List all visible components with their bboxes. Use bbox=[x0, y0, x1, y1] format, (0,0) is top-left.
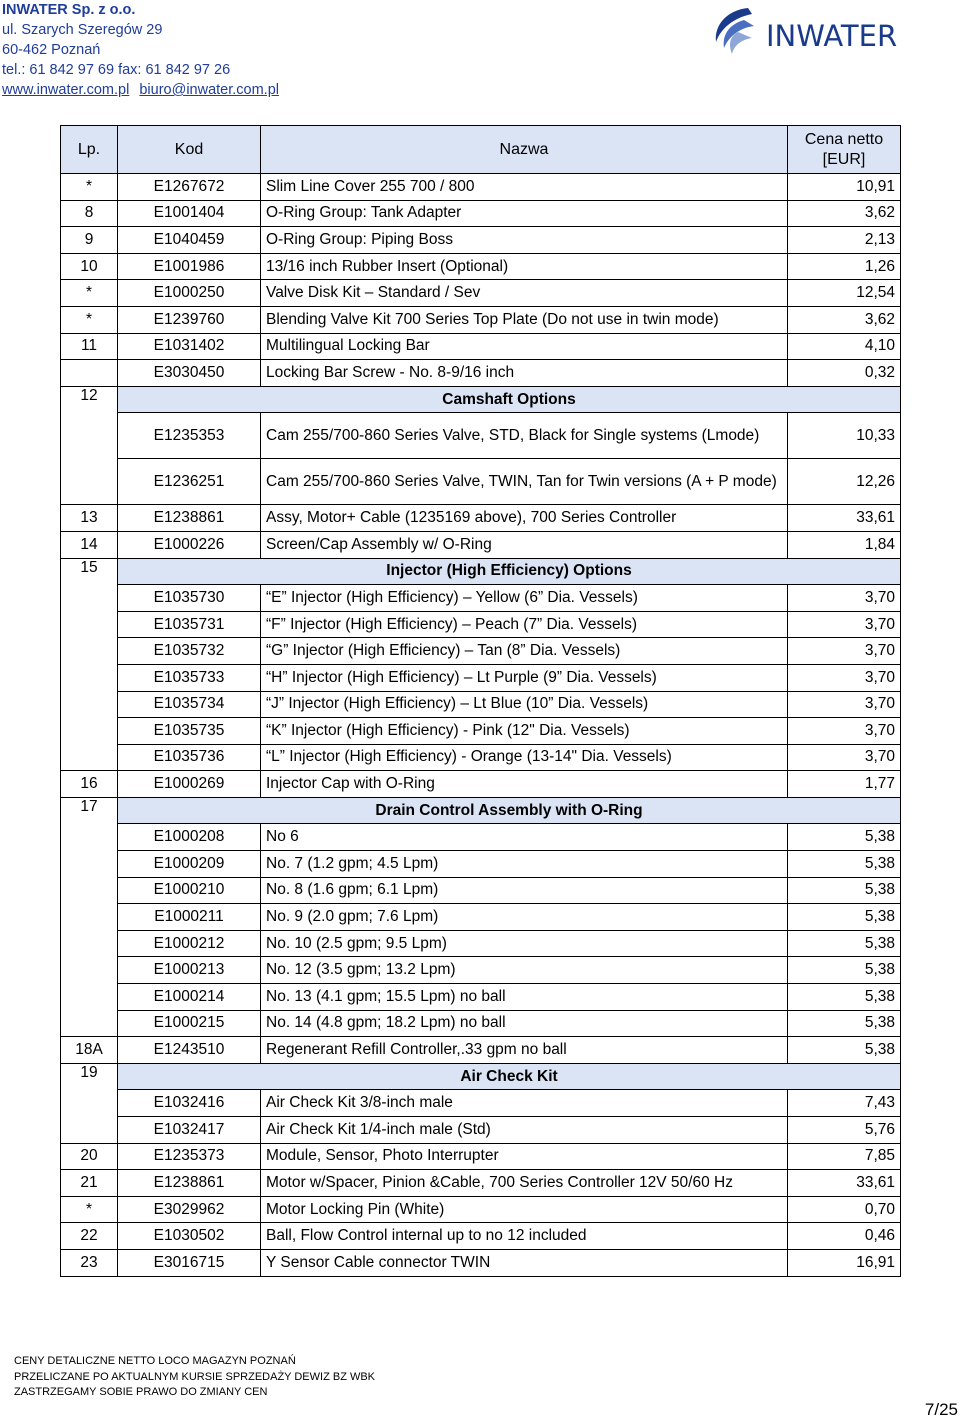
cell-price: 5,38 bbox=[788, 1010, 901, 1037]
cell-name: “K” Injector (High Efficiency) - Pink (12" Dia. Vessels) bbox=[261, 718, 788, 745]
cell-name: O-Ring Group: Piping Boss bbox=[261, 227, 788, 254]
footer-line-2: PRZELICZANE PO AKTUALNYM KURSIE SPRZEDAŻY DEWIZ BZ WBK bbox=[14, 1370, 376, 1383]
section-title: Camshaft Options bbox=[118, 386, 901, 413]
table-row bbox=[61, 1249, 901, 1276]
cell-price: 12,54 bbox=[788, 280, 901, 307]
cell-code: E1000210 bbox=[118, 877, 261, 904]
cell-lp: 15 bbox=[61, 558, 118, 771]
cell-lp: * bbox=[61, 174, 118, 201]
cell-name: Injector Cap with O-Ring bbox=[261, 771, 788, 798]
cell-code: E1035734 bbox=[118, 691, 261, 718]
cell-price: 10,91 bbox=[788, 174, 901, 201]
cell-code: E1236251 bbox=[118, 459, 261, 505]
cell-name: Module, Sensor, Photo Interrupter bbox=[261, 1143, 788, 1170]
cell-code: E1000250 bbox=[118, 280, 261, 307]
cell-price: 1,84 bbox=[788, 531, 901, 558]
cell-code: E1000209 bbox=[118, 851, 261, 878]
table-row bbox=[61, 1090, 901, 1117]
cell-lp: 10 bbox=[61, 253, 118, 280]
col-header-lp: Lp. bbox=[61, 126, 118, 174]
cell-name: No. 7 (1.2 gpm; 4.5 Lpm) bbox=[261, 851, 788, 878]
cell-price: 3,70 bbox=[788, 744, 901, 771]
table-row bbox=[61, 1196, 901, 1223]
cell-lp: 12 bbox=[61, 386, 118, 505]
table-row bbox=[61, 664, 901, 691]
section-row bbox=[61, 797, 901, 824]
cell-name: “H” Injector (High Efficiency) – Lt Purple (9” Dia. Vessels) bbox=[261, 664, 788, 691]
table-row bbox=[61, 531, 901, 558]
cell-name: Locking Bar Screw - No. 8-9/16 inch bbox=[261, 360, 788, 387]
cell-lp: 8 bbox=[61, 200, 118, 227]
cell-price: 33,61 bbox=[788, 1170, 901, 1197]
cell-code: E1000213 bbox=[118, 957, 261, 984]
cell-code: E1031402 bbox=[118, 333, 261, 360]
table-row bbox=[61, 505, 901, 532]
table-row bbox=[61, 638, 901, 665]
footer-line-1: CENY DETALICZNE NETTO LOCO MAGAZYN POZNAŃ bbox=[14, 1355, 296, 1367]
table-row bbox=[61, 459, 901, 505]
cell-lp: 11 bbox=[61, 333, 118, 360]
cell-price: 3,62 bbox=[788, 306, 901, 333]
cell-price: 7,43 bbox=[788, 1090, 901, 1117]
cell-name: Slim Line Cover 255 700 / 800 bbox=[261, 174, 788, 201]
cell-price: 3,70 bbox=[788, 664, 901, 691]
cell-name: “L” Injector (High Efficiency) - Orange (13-14" Dia. Vessels) bbox=[261, 744, 788, 771]
cell-lp: * bbox=[61, 306, 118, 333]
cell-lp: 17 bbox=[61, 797, 118, 1036]
cell-price: 5,38 bbox=[788, 957, 901, 984]
cell-lp: 13 bbox=[61, 505, 118, 532]
cell-code: E1000226 bbox=[118, 531, 261, 558]
cell-price: 0,32 bbox=[788, 360, 901, 387]
cell-price: 1,26 bbox=[788, 253, 901, 280]
table-row bbox=[61, 1010, 901, 1037]
cell-price: 5,76 bbox=[788, 1117, 901, 1144]
cell-name: Motor Locking Pin (White) bbox=[261, 1196, 788, 1223]
cell-code: E1000212 bbox=[118, 930, 261, 957]
table-row bbox=[61, 227, 901, 254]
cell-price: 7,85 bbox=[788, 1143, 901, 1170]
cell-name: No. 10 (2.5 gpm; 9.5 Lpm) bbox=[261, 930, 788, 957]
cell-code: E1000215 bbox=[118, 1010, 261, 1037]
price-table bbox=[60, 125, 901, 1277]
inwater-logo bbox=[708, 2, 958, 64]
cell-price: 3,70 bbox=[788, 718, 901, 745]
cell-name: No. 8 (1.6 gpm; 6.1 Lpm) bbox=[261, 877, 788, 904]
cell-code: E1239760 bbox=[118, 306, 261, 333]
table-row bbox=[61, 744, 901, 771]
company-city: 60-462 Poznań bbox=[2, 42, 101, 58]
cell-name: Multilingual Locking Bar bbox=[261, 333, 788, 360]
table-row bbox=[61, 200, 901, 227]
table-row bbox=[61, 413, 901, 459]
cell-name: No. 9 (2.0 gpm; 7.6 Lpm) bbox=[261, 904, 788, 931]
cell-lp: 19 bbox=[61, 1063, 118, 1143]
cell-lp: 18A bbox=[61, 1037, 118, 1064]
cell-name: “F” Injector (High Efficiency) – Peach (7” Dia. Vessels) bbox=[261, 611, 788, 638]
col-header-name: Nazwa bbox=[261, 126, 788, 174]
cell-price: 2,13 bbox=[788, 227, 901, 254]
cell-code: E1235353 bbox=[118, 413, 261, 459]
cell-code: E1001404 bbox=[118, 200, 261, 227]
table-row bbox=[61, 771, 901, 798]
table-row bbox=[61, 1143, 901, 1170]
cell-code: E1238861 bbox=[118, 505, 261, 532]
cell-name: Blending Valve Kit 700 Series Top Plate (Do not use in twin mode) bbox=[261, 306, 788, 333]
cell-name: No. 14 (4.8 gpm; 18.2 Lpm) no ball bbox=[261, 1010, 788, 1037]
cell-lp bbox=[61, 360, 118, 387]
table-row bbox=[61, 280, 901, 307]
company-name: INWATER Sp. z o.o. bbox=[2, 2, 136, 18]
website-link[interactable]: www.inwater.com.pl bbox=[2, 82, 130, 98]
email-link[interactable]: biuro@inwater.com.pl bbox=[139, 82, 279, 98]
cell-price: 5,38 bbox=[788, 1037, 901, 1064]
table-row bbox=[61, 877, 901, 904]
cell-price: 5,38 bbox=[788, 930, 901, 957]
table-row bbox=[61, 585, 901, 612]
cell-price: 3,62 bbox=[788, 200, 901, 227]
table-row bbox=[61, 930, 901, 957]
table-header-row bbox=[61, 126, 901, 174]
cell-price: 0,70 bbox=[788, 1196, 901, 1223]
table-row bbox=[61, 691, 901, 718]
cell-code: E1238861 bbox=[118, 1170, 261, 1197]
cell-price: 10,33 bbox=[788, 413, 901, 459]
cell-code: E1040459 bbox=[118, 227, 261, 254]
cell-name: Assy, Motor+ Cable (1235169 above), 700 Series Controller bbox=[261, 505, 788, 532]
table-row bbox=[61, 984, 901, 1011]
section-row bbox=[61, 1063, 901, 1090]
cell-name: Regenerant Refill Controller,.33 gpm no ball bbox=[261, 1037, 788, 1064]
table-row bbox=[61, 253, 901, 280]
cell-price: 3,70 bbox=[788, 611, 901, 638]
cell-price: 5,38 bbox=[788, 851, 901, 878]
cell-price: 4,10 bbox=[788, 333, 901, 360]
cell-lp: 22 bbox=[61, 1223, 118, 1250]
cell-code: E3016715 bbox=[118, 1249, 261, 1276]
cell-lp: * bbox=[61, 1196, 118, 1223]
cell-code: E1032417 bbox=[118, 1117, 261, 1144]
inwater-logo-icon bbox=[708, 2, 958, 64]
section-title: Injector (High Efficiency) Options bbox=[118, 558, 901, 585]
cell-code: E1235373 bbox=[118, 1143, 261, 1170]
cell-price: 5,38 bbox=[788, 824, 901, 851]
cell-name: “G” Injector (High Efficiency) – Tan (8” Dia. Vessels) bbox=[261, 638, 788, 665]
cell-code: E3030450 bbox=[118, 360, 261, 387]
table-row bbox=[61, 174, 901, 201]
section-title: Air Check Kit bbox=[118, 1063, 901, 1090]
cell-name: No 6 bbox=[261, 824, 788, 851]
cell-price: 16,91 bbox=[788, 1249, 901, 1276]
cell-code: E1032416 bbox=[118, 1090, 261, 1117]
cell-name: Ball, Flow Control internal up to no 12 included bbox=[261, 1223, 788, 1250]
footer bbox=[14, 1354, 375, 1401]
company-street: ul. Szarych Szeregów 29 bbox=[2, 22, 163, 38]
cell-lp: 14 bbox=[61, 531, 118, 558]
cell-name: O-Ring Group: Tank Adapter bbox=[261, 200, 788, 227]
cell-code: E1035733 bbox=[118, 664, 261, 691]
cell-lp: 21 bbox=[61, 1170, 118, 1197]
cell-price: 0,46 bbox=[788, 1223, 901, 1250]
table-row bbox=[61, 1170, 901, 1197]
table-row bbox=[61, 306, 901, 333]
cell-code: E1001986 bbox=[118, 253, 261, 280]
cell-price: 33,61 bbox=[788, 505, 901, 532]
cell-name: “E” Injector (High Efficiency) – Yellow (6” Dia. Vessels) bbox=[261, 585, 788, 612]
section-title: Drain Control Assembly with O-Ring bbox=[118, 797, 901, 824]
cell-lp: 9 bbox=[61, 227, 118, 254]
col-header-price: Cena netto [EUR] bbox=[788, 126, 901, 174]
cell-name: No. 12 (3.5 gpm; 13.2 Lpm) bbox=[261, 957, 788, 984]
cell-code: E1000214 bbox=[118, 984, 261, 1011]
cell-price: 3,70 bbox=[788, 691, 901, 718]
section-row bbox=[61, 386, 901, 413]
cell-price: 3,70 bbox=[788, 638, 901, 665]
company-info bbox=[2, 0, 285, 100]
cell-code: E1000269 bbox=[118, 771, 261, 798]
table-row bbox=[61, 1223, 901, 1250]
cell-name: Cam 255/700-860 Series Valve, TWIN, Tan for Twin versions (A + P mode) bbox=[261, 459, 788, 505]
cell-code: E1035731 bbox=[118, 611, 261, 638]
table-row bbox=[61, 333, 901, 360]
cell-lp: * bbox=[61, 280, 118, 307]
cell-lp: 20 bbox=[61, 1143, 118, 1170]
cell-name: No. 13 (4.1 gpm; 15.5 Lpm) no ball bbox=[261, 984, 788, 1011]
table-row bbox=[61, 1037, 901, 1064]
cell-name: Y Sensor Cable connector TWIN bbox=[261, 1249, 788, 1276]
cell-name: 13/16 inch Rubber Insert (Optional) bbox=[261, 253, 788, 280]
page-number: 7/25 bbox=[924, 1400, 958, 1419]
cell-name: Valve Disk Kit – Standard / Sev bbox=[261, 280, 788, 307]
cell-name: Air Check Kit 3/8-inch male bbox=[261, 1090, 788, 1117]
cell-price: 5,38 bbox=[788, 904, 901, 931]
col-header-code: Kod bbox=[118, 126, 261, 174]
footer-line-3: ZASTRZEGAMY SOBIE PRAWO DO ZMIANY CEN bbox=[14, 1386, 268, 1398]
cell-price: 3,70 bbox=[788, 585, 901, 612]
table-row bbox=[61, 851, 901, 878]
cell-code: E1267672 bbox=[118, 174, 261, 201]
cell-price: 1,77 bbox=[788, 771, 901, 798]
cell-code: E1035730 bbox=[118, 585, 261, 612]
table-row bbox=[61, 360, 901, 387]
table-row bbox=[61, 824, 901, 851]
cell-name: Cam 255/700-860 Series Valve, STD, Black for Single systems (Lmode) bbox=[261, 413, 788, 459]
cell-name: Motor w/Spacer, Pinion &Cable, 700 Series Controller 12V 50/60 Hz bbox=[261, 1170, 788, 1197]
cell-lp: 23 bbox=[61, 1249, 118, 1276]
cell-name: Screen/Cap Assembly w/ O-Ring bbox=[261, 531, 788, 558]
section-row bbox=[61, 558, 901, 585]
cell-code: E1243510 bbox=[118, 1037, 261, 1064]
table-row bbox=[61, 957, 901, 984]
cell-code: E1000208 bbox=[118, 824, 261, 851]
cell-price: 5,38 bbox=[788, 877, 901, 904]
table-row bbox=[61, 611, 901, 638]
cell-code: E3029962 bbox=[118, 1196, 261, 1223]
cell-price: 5,38 bbox=[788, 984, 901, 1011]
table-row bbox=[61, 1117, 901, 1144]
logo-text: INWATER bbox=[766, 19, 898, 53]
cell-code: E1035735 bbox=[118, 718, 261, 745]
cell-name: “J” Injector (High Efficiency) – Lt Blue (10” Dia. Vessels) bbox=[261, 691, 788, 718]
company-phone: tel.: 61 842 97 69 fax: 61 842 97 26 bbox=[2, 62, 231, 78]
cell-code: E1030502 bbox=[118, 1223, 261, 1250]
table-row bbox=[61, 904, 901, 931]
cell-code: E1035736 bbox=[118, 744, 261, 771]
cell-code: E1035732 bbox=[118, 638, 261, 665]
cell-price: 12,26 bbox=[788, 459, 901, 505]
cell-code: E1000211 bbox=[118, 904, 261, 931]
table-row bbox=[61, 718, 901, 745]
cell-lp: 16 bbox=[61, 771, 118, 798]
cell-name: Air Check Kit 1/4-inch male (Std) bbox=[261, 1117, 788, 1144]
